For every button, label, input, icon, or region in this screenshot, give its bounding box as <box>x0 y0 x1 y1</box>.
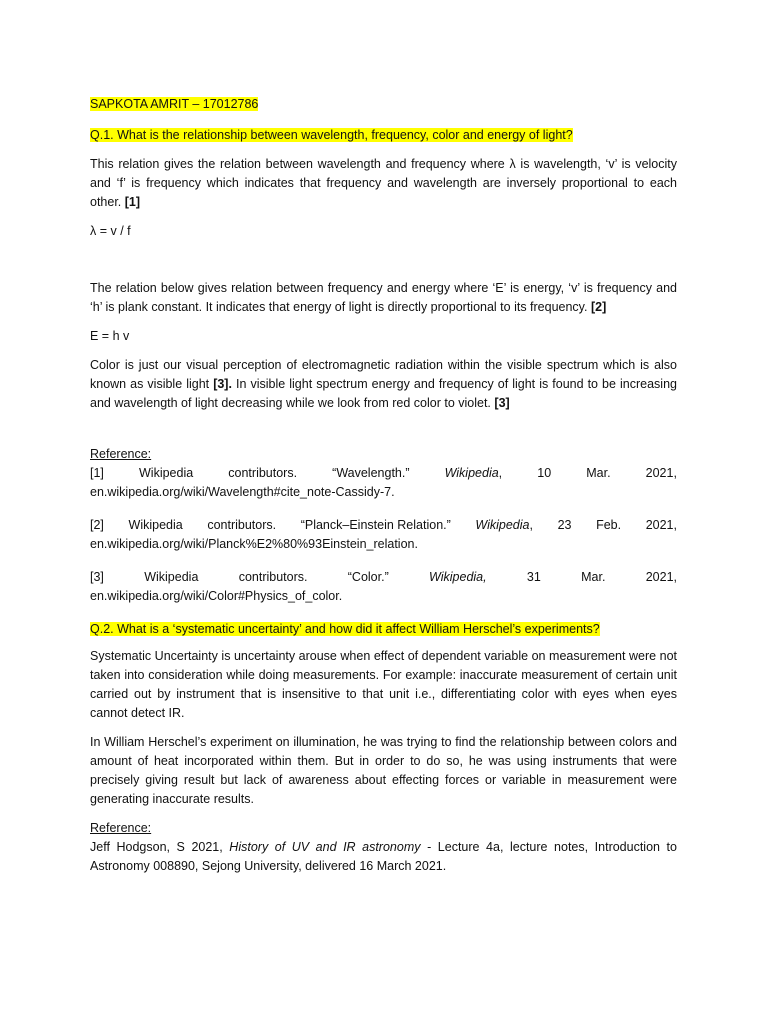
document-body <box>90 95 677 876</box>
formula-energy: E = h v <box>90 329 130 343</box>
q1-paragraph-1: This relation gives the relation between wavelength and frequency where λ is wavelength, ‘v’ is velocity and ‘f’ is frequency which indicates that frequency and wavelength are inversely proportional to each other. [1] <box>90 157 677 209</box>
citation: [3]. <box>213 377 232 391</box>
formula-wavelength: λ = v / f <box>90 224 131 238</box>
question-1: Q.1. What is the relationship between wavelength, frequency, color and energy of light? <box>90 128 573 142</box>
q1-paragraph-2: The relation below gives relation between frequency and energy where ‘E’ is energy, ‘v’ is frequency and ‘h’ is plank constant. It indicates that energy of light is directly proportional to its frequency. [2] <box>90 281 677 314</box>
question-2: Q.2. What is a ‘systematic uncertainty’ and how did it affect William Herschel’s experiments? <box>90 622 600 636</box>
reference-url: en.wikipedia.org/wiki/Planck%E2%80%93Einstein_relation. <box>90 537 418 551</box>
q2-paragraph-1: Systematic Uncertainty is uncertainty arouse when effect of dependent variable on measurement were not taken into consideration while doing measurements. For example: inaccurate measurement of certain unit carried out by instrument that is insensitive to that unit i.e., differentiating color with eyes when eyes cannot detect IR. <box>90 649 677 720</box>
citation: [3] <box>494 396 510 410</box>
reference-entry-2: [2] Wikipedia contributors. “Planck–Einstein Relation.” Wikipedia, 23 Feb. 2021, en.wikipedia.org/wiki/Planck%E2%80%93Einstein_relation. <box>90 516 677 554</box>
reference-url: en.wikipedia.org/wiki/Color#Physics_of_color. <box>90 589 343 603</box>
q2-reference-entry: Jeff Hodgson, S 2021, History of UV and IR astronomy - Lecture 4a, lecture notes, Introduction to Astronomy 008890, Sejong University, delivered 16 March 2021. <box>90 840 677 873</box>
reference-url: en.wikipedia.org/wiki/Wavelength#cite_note-Cassidy-7. <box>90 485 395 499</box>
citation: [1] <box>124 195 141 209</box>
q2-paragraph-2: In William Herschel’s experiment on illumination, he was trying to find the relationship between colors and amount of heat incorporated within them. But in order to do so, he was using instruments that were precisely giving result but lack of awareness about effecting forces or variable in measurement were generating inaccurate results. <box>90 735 677 806</box>
q2-reference-heading: Reference: <box>90 821 152 835</box>
q1-paragraph-3: Color is just our visual perception of electromagnetic radiation within the visible spectrum which is also known as visible light [3]. In visible light spectrum energy and frequency of light is found to be increasing and wavelength of light decreasing while we look from red color to violet. [3] <box>90 358 677 410</box>
reference-entry-1: [1] Wikipedia contributors. “Wavelength.” Wikipedia, 10 Mar. 2021, en.wikipedia.org/wiki/Wavelength#cite_note-Cassidy-7. <box>90 464 677 502</box>
citation: [2] <box>590 300 607 314</box>
q1-reference-heading: Reference: <box>90 447 152 461</box>
author-line: SAPKOTA AMRIT – 17012786 <box>90 97 259 111</box>
reference-entry-3: [3] Wikipedia contributors. “Color.” Wikipedia, 31 Mar. 2021, en.wikipedia.org/wiki/Color#Physics_of_color. <box>90 568 677 606</box>
